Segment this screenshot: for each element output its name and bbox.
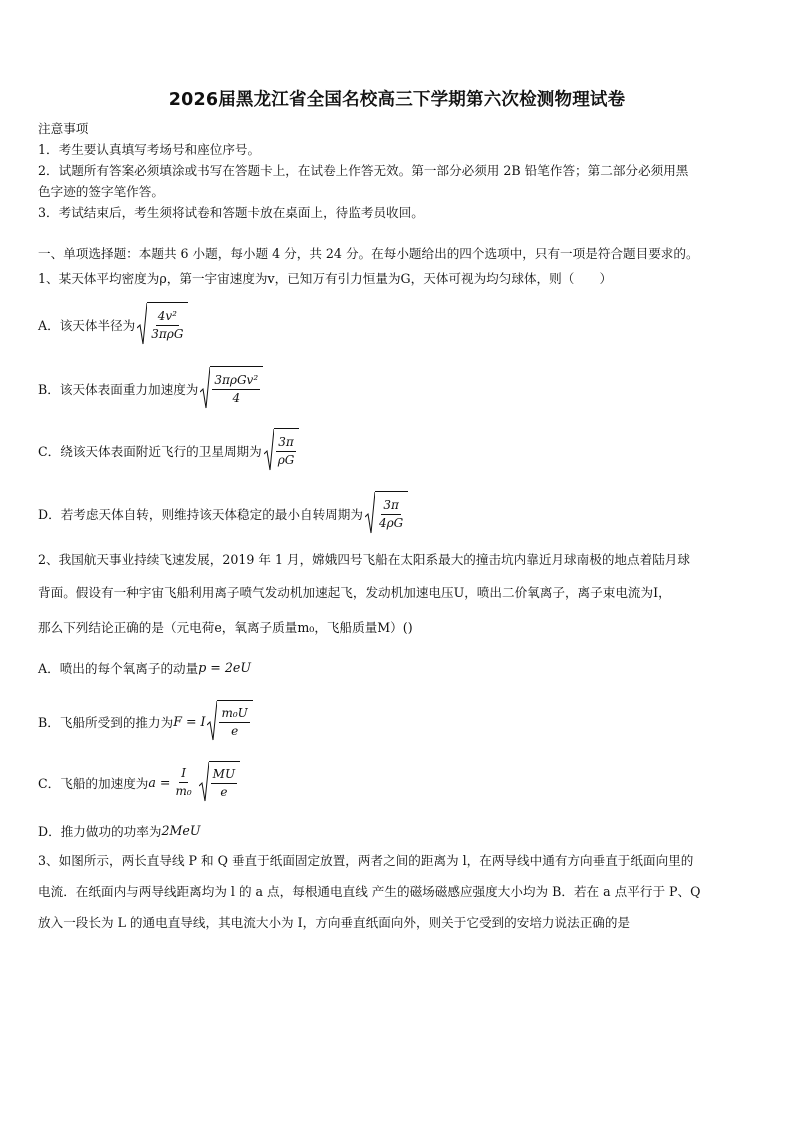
q1-c-denominator: ρG [277,452,295,467]
q2-stem-line-2: 背面。假设有一种宇宙飞船利用离子喷气发动机加速起飞，发动机加速电压U，喷出二价氧离子，离子束电流为I， [38,585,671,600]
q1-a-numerator: 4v² [156,309,179,326]
q1-a-denominator: 3πρG [151,326,184,341]
q2-option-c[interactable] [38,761,240,803]
q1-option-a-text: A．该天体半径为 [38,317,136,333]
q1-b-numerator: 3πρGv² [212,373,260,390]
q2-option-a[interactable] [38,658,251,677]
q2-c-numerator: MU [211,767,237,784]
q2-option-c-text: C．飞船的加速度为 [38,775,149,791]
q2-option-d[interactable] [38,821,200,840]
q2-d-expression: 2MeU [161,823,201,838]
sqrt-icon [200,366,263,410]
q3-stem-line-1: 3、如图所示，两长直导线 P 和 Q 垂直于纸面固定放置，两者之间的距离为 l，在两导线中通有方向垂直于纸面向里的 [38,853,694,868]
sqrt-icon [365,491,408,535]
section-heading: 一、单项选择题：本题共 6 小题，每小题 4 分，共 24 分。在每小题给出的四个选项中，只有一项是符合题目要求的。 [38,246,699,261]
q2-c-denominator: e [220,784,228,799]
q1-d-numerator: 3π [381,498,401,515]
notice-item-2: 2．试题所有答案必须填涂或书写在答题卡上，在试卷上作答无效。第一部分必须用 2B 铅笔作答；第二部分必须用黑 [38,163,689,178]
sqrt-icon [199,761,240,803]
notice-heading: 注意事项 [38,121,89,136]
q2-c-lhs: a = [148,774,171,790]
q3-stem-line-3: 放入一段长为 L 的通电直导线，其电流大小为 I，方向垂直纸面向外，则关于它受到的安培力说法正确的是 [38,915,631,930]
q1-option-d-text: D．若考虑天体自转，则维持该天体稳定的最小自转周期为 [38,506,363,522]
q2-stem-line-3: 那么下列结论正确的是（元电荷e，氧离子质量m₀，飞船质量M）() [38,620,413,635]
notice-item-2-cont: 色字迹的签字笔作答。 [38,184,164,199]
q2-c-fraction [173,766,193,799]
q2-option-a-text: A．喷出的每个氧离子的动量 [38,661,199,676]
q1-option-b[interactable] [38,366,263,410]
q1-option-b-text: B．该天体表面重力加速度为 [38,381,199,397]
q2-b-denominator: e [231,723,239,738]
q1-c-numerator: 3π [276,435,296,452]
notice-item-3: 3．考试结束后，考生须将试卷和答题卡放在桌面上，待监考员收回。 [38,205,424,220]
q1-option-a[interactable] [38,302,188,346]
q2-c-fraction-denominator: m₀ [175,783,192,798]
q1-b-denominator: 4 [232,390,241,405]
q2-stem-line-1: 2、我国航天事业持续飞速发展，2019 年 1 月，嫦娥四号飞船在太阳系最大的撞击坑内靠近月球南极的地点着陆月球 [38,552,690,567]
q2-option-d-text: D．推力做功的功率为 [38,824,162,839]
notice-item-1: 1．考生要认真填写考场号和座位序号。 [38,142,261,157]
page-title: 2026届黑龙江省全国名校高三下学期第六次检测物理试卷 [168,90,626,110]
q1-option-d[interactable] [38,491,408,535]
sqrt-icon [207,700,252,742]
sqrt-icon [137,302,188,346]
q2-a-expression: p = 2eU [198,660,251,675]
q1-option-c-text: C．绕该天体表面附近飞行的卫星周期为 [38,443,262,459]
q2-option-b-text: B．飞船所受到的推力为 [38,714,174,730]
q2-c-fraction-numerator: I [179,766,188,783]
q1-d-denominator: 4ρG [378,515,404,530]
q1-stem: 1、某天体平均密度为ρ，第一宇宙速度为v，已知万有引力恒量为G，天体可视为均匀球体，则（ ） [38,271,613,286]
q3-stem-line-2: 电流．在纸面内与两导线距离均为 l 的 a 点，每根通电直线 产生的磁场磁感应强度大小均为 B．若在 a 点平行于 P、Q [38,884,701,899]
q2-b-numerator: m₀U [219,706,249,723]
q2-option-b[interactable] [38,700,253,742]
q1-option-c[interactable] [38,428,299,472]
q2-b-lhs: F = I [173,713,206,729]
sqrt-icon [264,428,300,472]
